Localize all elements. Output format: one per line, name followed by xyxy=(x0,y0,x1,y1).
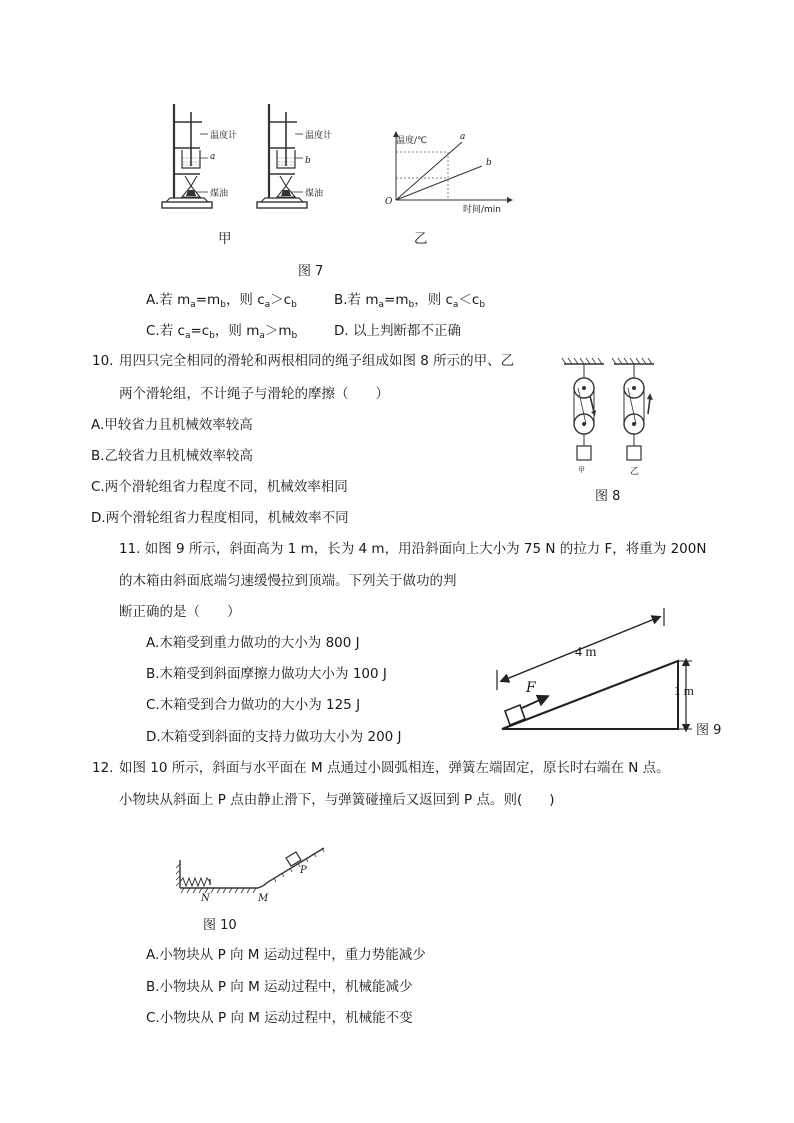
q9-option-b: B.若 $m_a=m_b$，则 $c_a<c_b$ xyxy=(334,292,486,310)
fig8-label-jia: 甲 xyxy=(578,466,585,474)
fig8-label-yi: 乙 xyxy=(630,467,640,477)
q9-option-c: C.若 $c_a=c_b$，则 $m_a>m_b$ xyxy=(146,323,298,341)
q10-option-c: C.两个滑轮组省力程度不同，机械效率相同 xyxy=(91,479,348,495)
graph-line-a xyxy=(396,142,462,200)
fig9-height-label: 1 m xyxy=(674,683,694,698)
graph-line-b xyxy=(396,166,482,200)
fig9-caption: 图 9 xyxy=(696,723,722,738)
q10-stem-line1: 用四只完全相同的滑轮和两根相同的绳子组成如图 8 所示的甲、乙 xyxy=(119,353,515,369)
q9-option-a: A.若 $m_a=m_b$，则 $c_a>c_b$ xyxy=(146,292,297,310)
q12-option-a: A.小物块从 P 向 M 运动过程中，重力势能减少 xyxy=(146,947,426,963)
fig7-beaker-label-a: a xyxy=(210,152,216,162)
q11-option-a: A.木箱受到重力做功的大小为 800 J xyxy=(146,635,360,651)
q11-option-b: B.木箱受到斜面摩擦力做功大小为 100 J xyxy=(146,666,387,682)
q9-option-d: D. 以上判断都不正确 xyxy=(334,323,461,339)
pulley-system-diagram xyxy=(558,356,668,471)
fig9-length-label: 4 m xyxy=(575,645,597,660)
fig7-kerosene-label-jia: 煤油 xyxy=(210,189,229,199)
incline-diagram xyxy=(492,604,697,739)
fig7-sub-label-jia: 甲 xyxy=(218,231,232,247)
fig10-label-p: P xyxy=(300,865,307,876)
q11-stem-line2: 的木箱由斜面底端匀速缓慢拉到顶端。下列关于做功的判 xyxy=(119,573,457,589)
graph-line-b-label: b xyxy=(486,158,492,168)
fig9-force-label: F xyxy=(526,680,536,696)
q11-stem-line3: 断正确的是（ ） xyxy=(119,604,241,620)
q10-number: 10. xyxy=(92,353,114,369)
graph-y-label: 温度/℃ xyxy=(396,136,428,146)
q12-stem-line1: 如图 10 所示，斜面与水平面在 M 点通过小圆弧相连，弹簧左端固定，原长时右端在 N 点。 xyxy=(119,760,670,776)
q12-number: 12. xyxy=(92,760,114,776)
fig7-kerosene-label-yi: 煤油 xyxy=(305,189,324,199)
apparatus-jia-diagram xyxy=(160,102,250,212)
q12-option-b: B.小物块从 P 向 M 运动过程中，机械能减少 xyxy=(146,979,413,995)
q11-option-c: C.木箱受到合力做功的大小为 125 J xyxy=(146,697,361,713)
fig10-label-m: M xyxy=(258,893,269,904)
fig8-caption: 图 8 xyxy=(595,489,621,504)
q12-stem-line2: 小物块从斜面上 P 点由静止滑下，与弹簧碰撞后又返回到 P 点。则( ) xyxy=(119,792,555,808)
fig10-caption: 图 10 xyxy=(203,918,237,933)
q10-option-a: A.甲较省力且机械效率较高 xyxy=(91,417,253,433)
fig7-thermometer-label-yi: 温度计 xyxy=(305,131,333,141)
fig7-beaker-label-b: b xyxy=(305,156,311,166)
fig10-label-n: N xyxy=(201,893,210,904)
fig7-sub-label-yi: 乙 xyxy=(414,231,428,247)
fig7-thermometer-label-jia: 温度计 xyxy=(210,131,238,141)
graph-origin-label: O xyxy=(385,197,393,207)
fig7-caption: 图 7 xyxy=(298,264,324,279)
q10-option-d: D.两个滑轮组省力程度相同，机械效率不同 xyxy=(91,510,349,526)
apparatus-yi-diagram xyxy=(255,102,345,212)
q10-option-b: B.乙较省力且机械效率较高 xyxy=(91,448,254,464)
q11-option-d: D.木箱受到斜面的支持力做功大小为 200 J xyxy=(146,729,402,745)
graph-x-label: 时间/min xyxy=(463,205,502,215)
q11-stem-line1: 11. 如图 9 所示，斜面高为 1 m，长为 4 m，用沿斜面向上大小为 75 N 的拉力 F，将重为 200N xyxy=(119,541,707,557)
spring-incline-diagram xyxy=(174,838,334,898)
q10-stem-line2: 两个滑轮组，不计绳子与滑轮的摩擦（ ） xyxy=(119,386,389,402)
q12-option-c: C.小物块从 P 向 M 运动过程中，机械能不变 xyxy=(146,1010,413,1026)
graph-line-a-label: a xyxy=(460,132,466,142)
